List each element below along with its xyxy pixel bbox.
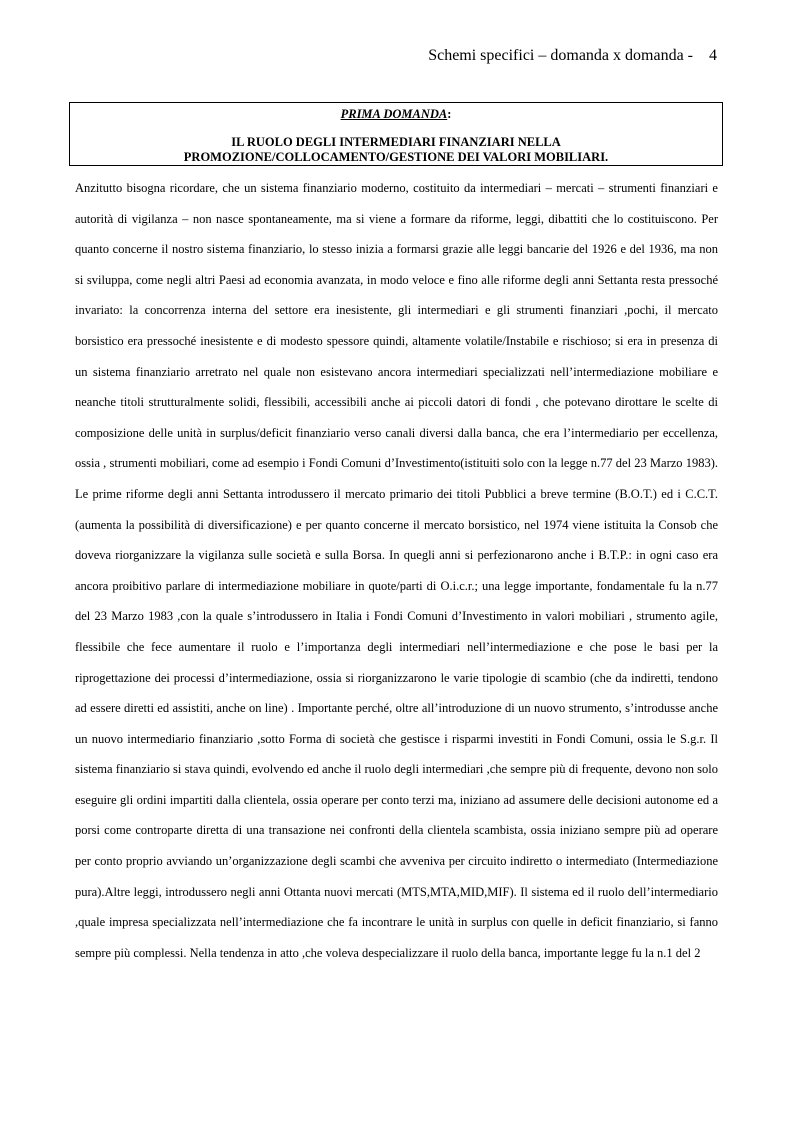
- question-title-box: [69, 102, 723, 166]
- question-label: [70, 107, 722, 122]
- question-title-line-1: IL RUOLO DEGLI INTERMEDIARI FINANZIARI NELLA: [231, 135, 561, 149]
- page-header: [428, 47, 717, 65]
- question-label-text: PRIMA DOMANDA: [340, 107, 448, 121]
- question-title-line-2: PROMOZIONE/COLLOCAMENTO/GESTIONE DEI VALORI MOBILIARI.: [183, 150, 609, 164]
- body-text: [75, 173, 718, 968]
- header-title: Schemi specifici – domanda x domanda -: [428, 47, 693, 64]
- page-number: 4: [709, 47, 717, 64]
- body-paragraph: Anzitutto bisogna ricordare, che un sistema finanziario moderno, costituito da intermediari – mercati – strumenti finanziari e autorità di vigilanza – non nasce spontaneamente, ma si viene a formare da riforme, leggi, dibattiti che lo costituiscono. Per quanto concerne il nostro sistema finanziario, lo stesso inizia a formarsi grazie alle leggi bancarie del 1926 e del 1936, ma non si sviluppa, come negli altri Paesi ad economia avanzata, in modo veloce e fino alle riforme degli anni Settanta resta pressoché invariato: la concorrenza interna del settore era inesistente, gli intermediari e gli strumenti finanziari ,pochi, il mercato borsistico era pressoché inesistente e di modesto spessore quindi, altamente volatile/Instabile e rischioso; si era in presenza di un sistema finanziario arretrato nel quale non esistevano ancora intermediari specializzati nell’intermediazione mobiliare e neanche titoli strutturalmente solidi, flessibili, accessibili anche ai piccoli datori di fondi , che potevano dirottare le scelte di composizione delle unità in surplus/deficit finanziario verso canali diversi dalla banca, che era l’intermediario per eccellenza, ossia , strumenti mobiliari, come ad esempio i Fondi Comuni d’Investimento(istituiti solo con la legge n.77 del 23 Marzo 1983). Le prime riforme degli anni Settanta introdussero il mercato primario dei titoli Pubblici a breve termine (B.O.T.) ed i C.C.T.(aumenta la possibilità di diversificazione) e per quanto concerne il mercato borsistico, nel 1974 viene istituita la Consob che doveva riorganizzare la vigilanza sulle società e sulla Borsa. In quegli anni si perfezionarono anche i B.T.P.: in ogni caso era ancora proibitivo parlare di intermediazione mobiliare in quote/parti di O.i.c.r.; una legge importante, fondamentale fu la n.77 del 23 Marzo 1983 ,con la quale s’introdussero in Italia i Fondi Comuni d’Investimento in valori mobiliari , strumento agile, flessibile che fece aumentare il ruolo e l’importanza degli intermediari nell’intermediazione e che pose le basi per la riprogettazione dei processi d’intermediazione, ossia si riorganizzarono le varie tipologie di scambio (che da indiretti, tendono ad essere diretti ed assistiti, anche on line) . Importante perché, oltre all’introduzione di un nuovo strumento, s’introdusse anche un nuovo intermediario finanziario ,sotto Forma di società che gestisce i risparmi investiti in Fondi Comuni, ossia le S.g.r. Il sistema finanziario si stava quindi, evolvendo ed anche il ruolo degli intermediari ,che sempre più di frequente, devono non solo eseguire gli ordini impartiti dalla clientela, ossia operare per conto terzi ma, iniziano ad assumere delle decisioni autonome ed a porsi come controparte diretta di una transazione nei confronti della clientela scambista, ossia iniziano sempre più ad operare per conto proprio avviando un’organizzazione degli scambi che avveniva per circuito indiretto o intermediato (Intermediazione pura).Altre leggi, introdussero negli anni Ottanta nuovi mercati (MTS,MTA,MID,MIF). Il sistema ed il ruolo dell’intermediario ,quale impresa specializzata nell’intermediazione che fa incontrare le unità in surplus con quelle in deficit finanziario, si fanno sempre più complessi. Nella tendenza in atto ,che voleva despecializzare il ruolo della banca, importante legge fu la n.1 del 2: [75, 181, 718, 960]
- question-label-colon: :: [447, 107, 452, 121]
